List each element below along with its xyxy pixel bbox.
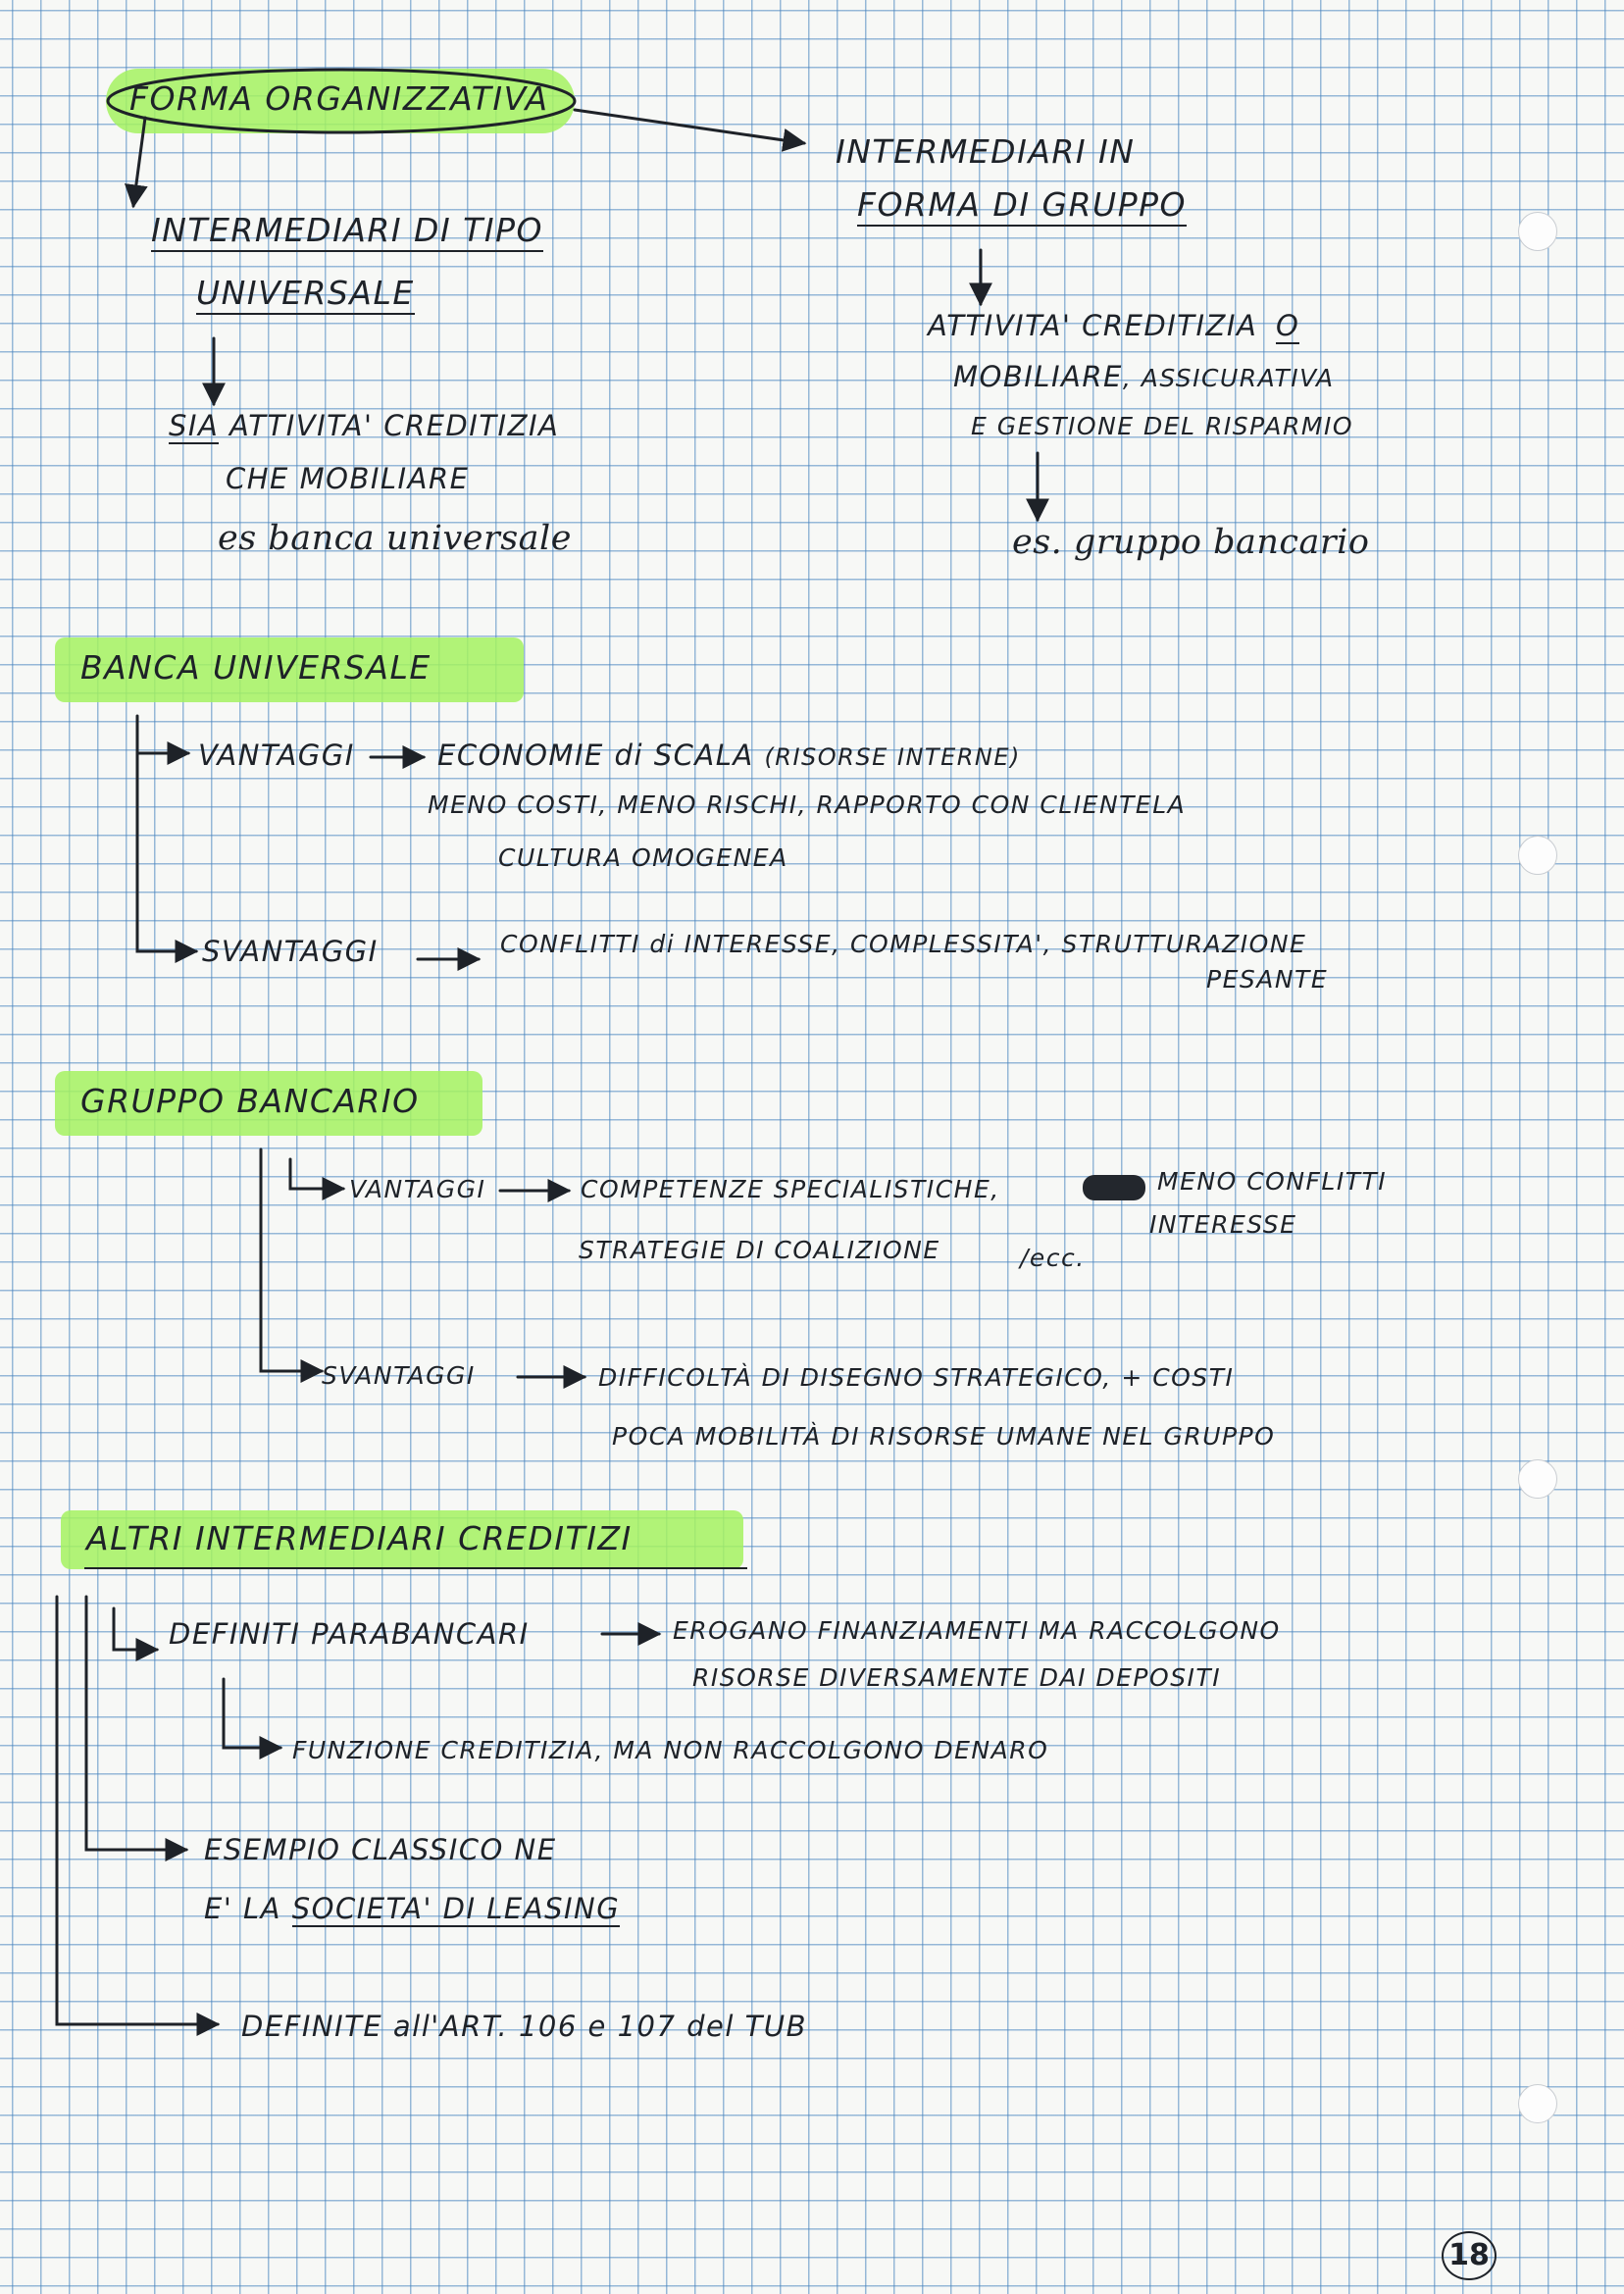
bu-adv-line-2: MENO COSTI, MENO RISCHI, RAPPORTO CON CLIENTELA: [428, 790, 1187, 819]
gb-dis-line-2: POCA MOBILITÀ DI RISORSE UMANE NEL GRUPPO: [612, 1422, 1276, 1451]
altri-line-2: FUNZIONE CREDITIZIA, MA NON RACCOLGONO DENARO: [292, 1736, 1049, 1764]
ink-blot: [1083, 1175, 1145, 1200]
left-heading-line-1: INTERMEDIARI DI TIPO: [151, 214, 543, 252]
gb-adv-line-1: COMPETENZE SPECIALISTICHE,: [581, 1175, 1000, 1203]
page-number: 18: [1442, 2231, 1497, 2280]
altri-line-1-a: EROGANO FINANZIAMENTI MA RACCOLGONO: [673, 1616, 1281, 1645]
gb-adv-interesse: INTERESSE: [1149, 1210, 1297, 1239]
section-title-altri-intermediari: ALTRI INTERMEDIARI CREDITIZI: [86, 1519, 633, 1557]
altri-line-3b-pre: E' LA: [204, 1892, 292, 1925]
right-heading-line-1: INTERMEDIARI IN: [836, 132, 1136, 171]
section-4-underline: [84, 1567, 747, 1569]
right-line-1-o: O: [1276, 309, 1300, 342]
left-line-1: [169, 409, 560, 442]
altri-line-1-b: RISORSE DIVERSAMENTE DAI DEPOSITI: [692, 1663, 1222, 1692]
bu-svantaggi-label: SVANTAGGI: [202, 935, 379, 968]
right-line-1: [928, 309, 1300, 342]
bu-vantaggi-label: VANTAGGI: [198, 739, 355, 772]
left-line-3: es banca universale: [218, 519, 572, 558]
gb-adv-ecc: /ecc.: [1020, 1244, 1086, 1272]
altri-line-3b-societa: SOCIETA' DI LEASING: [291, 1892, 621, 1925]
left-line-1-sia: SIA: [169, 409, 220, 442]
left-line-2: CHE MOBILIARE: [226, 462, 470, 495]
bu-adv-risorse-interne: (RISORSE INTERNE): [764, 743, 1021, 771]
left-line-1-rest: ATTIVITA' CREDITIZIA: [219, 409, 560, 442]
altri-line-1-label: DEFINITI PARABANCARI: [169, 1617, 530, 1651]
section-title-gruppo-bancario: GRUPPO BANCARIO: [80, 1082, 420, 1120]
altri-line-3b: [204, 1892, 621, 1925]
right-line-1-text: ATTIVITA' CREDITIZIA: [928, 309, 1258, 342]
right-line-3: E GESTIONE DEL RISPARMIO: [971, 412, 1354, 440]
right-line-2-assicurativa: , ASSICURATIVA: [1122, 364, 1335, 392]
gb-svantaggi-label: SVANTAGGI: [322, 1361, 476, 1390]
section-title-banca-universale: BANCA UNIVERSALE: [80, 648, 431, 687]
bu-dis-line-1: CONFLITTI di INTERESSE, COMPLESSITA', STRUTTURAZIONE: [500, 930, 1307, 958]
gb-adv-meno-conflitti: MENO CONFLITTI: [1157, 1167, 1388, 1196]
left-heading-line-2: UNIVERSALE: [196, 277, 415, 315]
gb-vantaggi-label: VANTAGGI: [349, 1175, 486, 1203]
right-line-2: [953, 360, 1335, 393]
right-line-2-mobiliare: MOBILIARE: [953, 360, 1123, 393]
bu-dis-line-2: PESANTE: [1206, 965, 1329, 994]
bu-adv-line-1: [437, 741, 1021, 770]
altri-line-3a: ESEMPIO CLASSICO NE: [204, 1833, 557, 1866]
gb-dis-line-1: DIFFICOLTÀ DI DISEGNO STRATEGICO, + COSTI: [598, 1363, 1235, 1392]
right-line-4: es. gruppo bancario: [1012, 523, 1370, 562]
right-heading-line-2: FORMA DI GRUPPO: [857, 188, 1187, 227]
section-title-forma-organizzativa: FORMA ORGANIZZATIVA: [129, 79, 549, 118]
bu-adv-line-3: CULTURA OMOGENEA: [498, 843, 788, 872]
altri-line-4: DEFINITE all'ART. 106 e 107 del TUB: [241, 2010, 808, 2043]
bu-adv-economie: ECONOMIE di SCALA: [437, 739, 754, 772]
gb-adv-line-2: STRATEGIE DI COALIZIONE: [579, 1236, 940, 1264]
